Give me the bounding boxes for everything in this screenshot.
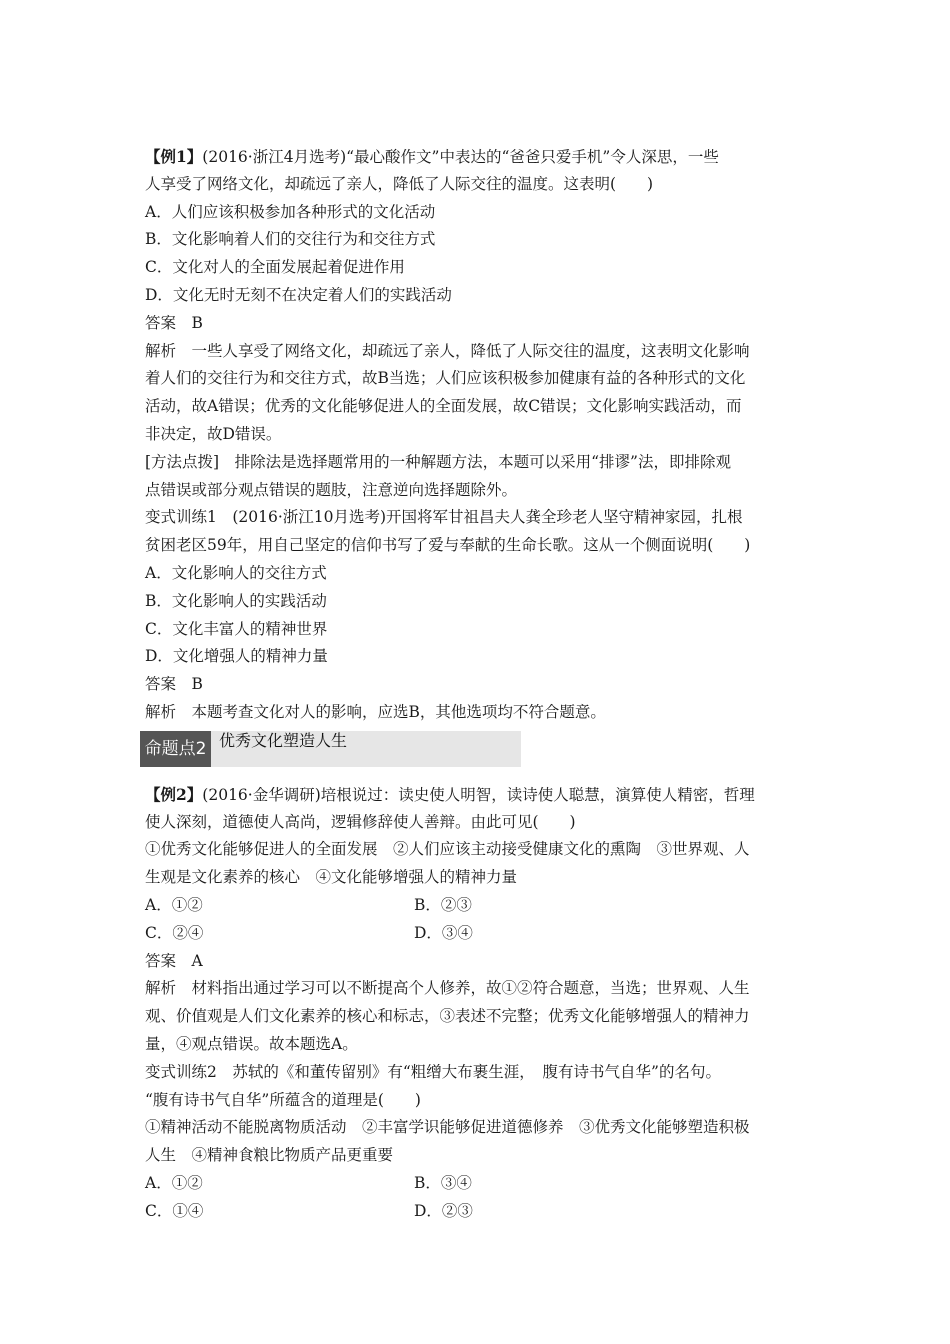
- example-2-options-row-1: [145, 892, 811, 920]
- variant-1-stem-line-1: 变式训练1 (2016·浙江10月选考)开国将军甘祖昌夫人龚全珍老人坚守精神家园，扎根: [145, 508, 743, 527]
- example-2-items-line-2: 生观是文化素养的核心 ④文化能够增强人的精神力量: [145, 868, 518, 887]
- example-2-stem-text: (2016·金华调研)培根说过：读史使人明智，读诗使人聪慧，演算使人精密，哲理: [202, 785, 755, 804]
- variant-2-options-row-2: [145, 1198, 811, 1226]
- variant-1-answer: 答案 B: [145, 675, 203, 694]
- example-2-label: 【例2】: [145, 784, 203, 804]
- example-1-analysis-line-1: 解析 一些人享受了网络文化，却疏远了亲人，降低了人际交往的温度，这表明文化影响: [145, 341, 750, 360]
- example-1-label: 【例1】: [145, 147, 203, 166]
- variant-2-option-d: D．②③: [414, 1201, 473, 1220]
- section-title: 优秀文化塑造人生: [219, 730, 348, 750]
- variant-2-options-row-1: [145, 1170, 811, 1198]
- example-1-answer: 答案 B: [145, 313, 203, 332]
- example-1-stem-line-1: [145, 143, 811, 171]
- example-2-option-b: B．②③: [414, 895, 472, 914]
- variant-1-stem-line-2: 贫困老区59年，用自己坚定的信仰书写了爱与奉献的生命长歌。这从一个侧面说明( ): [145, 536, 751, 555]
- example-2-option-a: A．①②: [145, 895, 203, 914]
- variant-1-option-a: A．文化影响人的交往方式: [145, 563, 327, 582]
- section-heading: [145, 731, 811, 767]
- variant-1-analysis: 解析 本题考查文化对人的影响，应选B，其他选项均不符合题意。: [145, 702, 606, 721]
- example-2-option-d: D．③④: [414, 923, 473, 942]
- variant-2-stem-line-2: “腹有诗书气自华”所蕴含的道理是( ): [145, 1090, 421, 1109]
- variant-1-option-b: B．文化影响人的实践活动: [145, 591, 327, 610]
- example-1-option-d: D．文化无时无刻不在决定着人们的实践活动: [145, 285, 452, 304]
- example-2-stem-line-2: 使人深刻，道德使人高尚，逻辑修辞使人善辩。由此可见( ): [145, 812, 576, 831]
- variant-1-option-d: D．文化增强人的精神力量: [145, 647, 328, 666]
- example-2-options-row-2: [145, 920, 811, 948]
- method-tip-line-2: 点错误或部分观点错误的题肢，注意逆向选择题除外。: [145, 480, 518, 499]
- example-2-option-c: C．②④: [145, 923, 204, 942]
- example-1-stem-text: (2016·浙江4月选考)“最心酸作文”中表达的“爸爸只爱手机”令人深思，一些: [202, 148, 719, 166]
- variant-2-option-c: C．①④: [145, 1201, 204, 1220]
- example-1-option-a: A．人们应该积极参加各种形式的文化活动: [145, 202, 436, 221]
- variant-2-option-a: A．①②: [145, 1173, 203, 1192]
- example-2-analysis-line-1: 解析 材料指出通过学习可以不断提高个人修养，故①②符合题意，当选；世界观、人生: [145, 979, 750, 998]
- example-2-stem-line-1: [145, 781, 811, 809]
- example-1-stem-line-2: 人享受了网络文化，却疏远了亲人，降低了人际交往的温度。这表明( ): [145, 174, 654, 193]
- example-1-option-c: C．文化对人的全面发展起着促进作用: [145, 258, 405, 277]
- example-2-items-line-1: ①优秀文化能够促进人的全面发展 ②人们应该主动接受健康文化的熏陶 ③世界观、人: [145, 840, 750, 859]
- method-tip-line-1: [方法点拨] 排除法是选择题常用的一种解题方法，本题可以采用“排谬”法，即排除观: [145, 452, 731, 471]
- example-1-analysis-line-3: 活动，故A错误；优秀的文化能够促进人的全面发展，故C错误；文化影响实践活动，而: [145, 397, 742, 416]
- variant-2-stem-line-1: 变式训练2 苏轼的《和董传留别》有“粗缯大布裹生涯， 腹有诗书气自华”的名句。: [145, 1062, 721, 1081]
- example-1-analysis-line-2: 着人们的交往行为和交往方式，故B当选；人们应该积极参加健康有益的各种形式的文化: [145, 369, 746, 388]
- variant-2-items-line-2: 人生 ④精神食粮比物质产品更重要: [145, 1146, 394, 1165]
- variant-2-items-line-1: ①精神活动不能脱离物质活动 ②丰富学识能够促进道德修养 ③优秀文化能够塑造积极: [145, 1118, 750, 1137]
- example-2-answer: 答案 A: [145, 951, 203, 970]
- variant-2-option-b: B．③④: [414, 1173, 472, 1192]
- section-tag: 命题点2: [140, 731, 211, 767]
- example-1-option-b: B．文化影响着人们的交往行为和交往方式: [145, 230, 436, 249]
- example-1-analysis-line-4: 非决定，故D错误。: [145, 424, 282, 443]
- document-page: [145, 143, 811, 1225]
- variant-1-option-c: C．文化丰富人的精神世界: [145, 619, 328, 638]
- example-2-analysis-line-3: 量，④观点错误。故本题选A。: [145, 1034, 358, 1053]
- example-2-analysis-line-2: 观、价值观是人们文化素养的核心和标志，③表述不完整；优秀文化能够增强人的精神力: [145, 1007, 750, 1026]
